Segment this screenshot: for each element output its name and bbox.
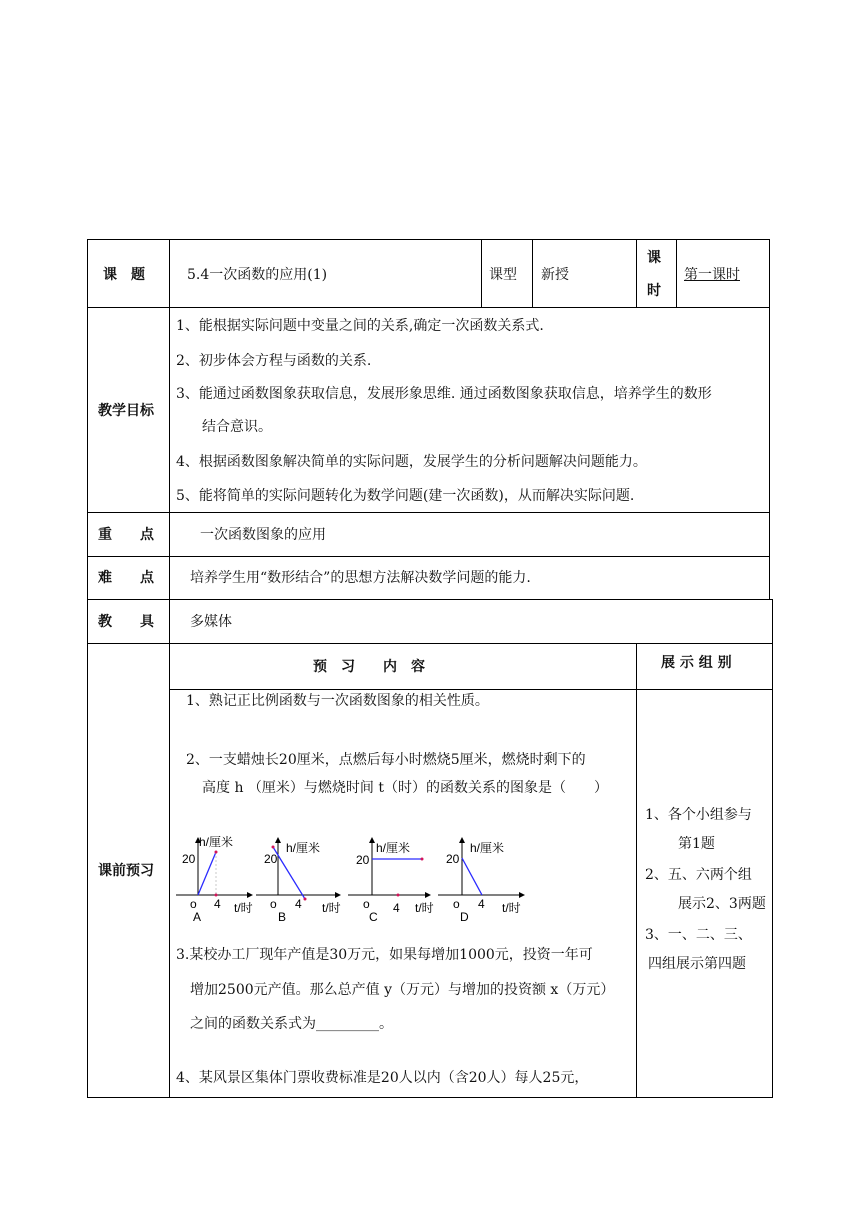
graph-c-origin: o — [363, 897, 370, 911]
graph-c-x-tick: 4 — [393, 901, 400, 915]
key-value: 一次函数图象的应用 — [200, 527, 326, 543]
difficulty-value: 培养学生用“数形结合”的思想方法解决数学问题的能力. — [190, 570, 531, 586]
group-line: 展示2、3两题 — [678, 896, 766, 912]
question-3-suffix: 。 — [379, 1016, 393, 1032]
graph-a-option: A — [193, 910, 202, 924]
graph-option-b — [256, 838, 341, 924]
goal-item: 结合意识。 — [202, 419, 272, 435]
graph-c-option: C — [369, 910, 378, 924]
graph-c-y-tick: 20 — [356, 853, 370, 867]
goal-item: 5、能将简单的实际问题转化为数学问题(建一次函数)，从而解决实际问题. — [176, 488, 635, 504]
question-3-line-1: 3.某校办工厂现年产值是30万元，如果每增加1000元，投资一年可 — [176, 947, 593, 963]
period-value: 第一课时 — [684, 267, 740, 283]
period-label-top: 课 — [647, 250, 661, 266]
question-2-line-1: 2、一支蜡烛长20厘米，点燃后每小时燃烧5厘米，燃烧时剩下的 — [186, 752, 586, 768]
graph-a-x-tick: 4 — [214, 897, 221, 911]
graph-option-a — [176, 834, 253, 924]
graph-a-line — [198, 852, 216, 895]
graph-a-x-label: t/时 — [234, 901, 253, 915]
graph-a-origin: o — [190, 897, 197, 911]
graph-d-y-tick: 20 — [446, 852, 460, 866]
graph-b-option: B — [278, 910, 287, 924]
question-3-line-3 — [190, 1015, 393, 1033]
graph-c-y-label: h/厘米 — [376, 841, 411, 855]
question-1: 1、熟记正比例函数与一次函数图象的相关性质。 — [186, 693, 489, 709]
graph-d-y-label: h/厘米 — [470, 841, 505, 855]
goals-label: 教学目标 — [98, 403, 154, 419]
graph-d-x-label: t/时 — [502, 901, 521, 915]
graph-d-x-tick: 4 — [478, 897, 485, 911]
lesson-type-label: 课型 — [489, 267, 517, 283]
preview-label: 课前预习 — [98, 863, 154, 879]
question-4-line-1: 4、某风景区集体门票收费标准是20人以内（含20人）每人25元， — [176, 1070, 589, 1086]
goal-item: 1、能根据实际问题中变量之间的关系,确定一次函数关系式. — [176, 318, 544, 334]
topic-label: 课 题 — [103, 267, 145, 283]
graph-b-x-label: t/时 — [322, 901, 341, 915]
preview-group-header: 展 示 组 别 — [661, 655, 732, 671]
goal-item: 3、能通过函数图象获取信息，发展形象思维. 通过函数图象获取信息，培养学生的数形 — [176, 386, 712, 402]
answer-blank: _________ — [316, 1016, 379, 1032]
key-label: 重 点 — [98, 527, 154, 543]
group-line: 四组展示第四题 — [648, 956, 746, 972]
preview-content-header: 预 习 内 容 — [313, 659, 425, 675]
group-line: 3、一、二、三、 — [645, 927, 752, 943]
graph-b-x-tick: 4 — [295, 897, 302, 911]
goal-item: 4、根据函数图象解决简单的实际问题，发展学生的分析问题解决问题能力。 — [176, 454, 647, 470]
graph-option-d — [438, 838, 524, 924]
tools-label: 教 具 — [98, 614, 154, 630]
goal-item: 2、初步体会方程与函数的关系. — [176, 353, 372, 369]
group-line: 第1题 — [678, 836, 715, 852]
graph-c-x-label: t/时 — [415, 901, 434, 915]
question-3-line-2: 增加2500元产值。那么总产值 y（万元）与增加的投资额 x（万元） — [190, 982, 615, 998]
difficulty-label: 难 点 — [98, 570, 154, 586]
graph-d-line — [462, 858, 482, 895]
graph-b-origin: o — [270, 897, 277, 911]
question-2-line-2: 高度 h （厘米）与燃烧时间 t（时）的函数关系的图象是（ ） — [202, 780, 608, 796]
graph-option-c — [348, 838, 434, 924]
period-label-bottom: 时 — [647, 283, 661, 299]
graph-a-y-label: h/厘米 — [199, 835, 234, 849]
graph-a-y-tick: 20 — [182, 852, 196, 866]
question-3-prefix: 之间的函数关系式为 — [190, 1016, 316, 1032]
candle-graph-options — [172, 828, 632, 928]
graph-d-option: D — [460, 910, 469, 924]
group-line: 1、各个小组参与 — [645, 807, 752, 823]
graph-d-origin: o — [453, 897, 460, 911]
topic-value: 5.4一次函数的应用(1) — [187, 267, 328, 283]
lesson-type-value: 新授 — [541, 267, 569, 283]
group-line: 2、五、六两个组 — [645, 867, 752, 883]
graph-b-y-label: h/厘米 — [286, 841, 321, 855]
graph-b-y-tick: 20 — [264, 852, 278, 866]
tools-value: 多媒体 — [190, 614, 232, 630]
